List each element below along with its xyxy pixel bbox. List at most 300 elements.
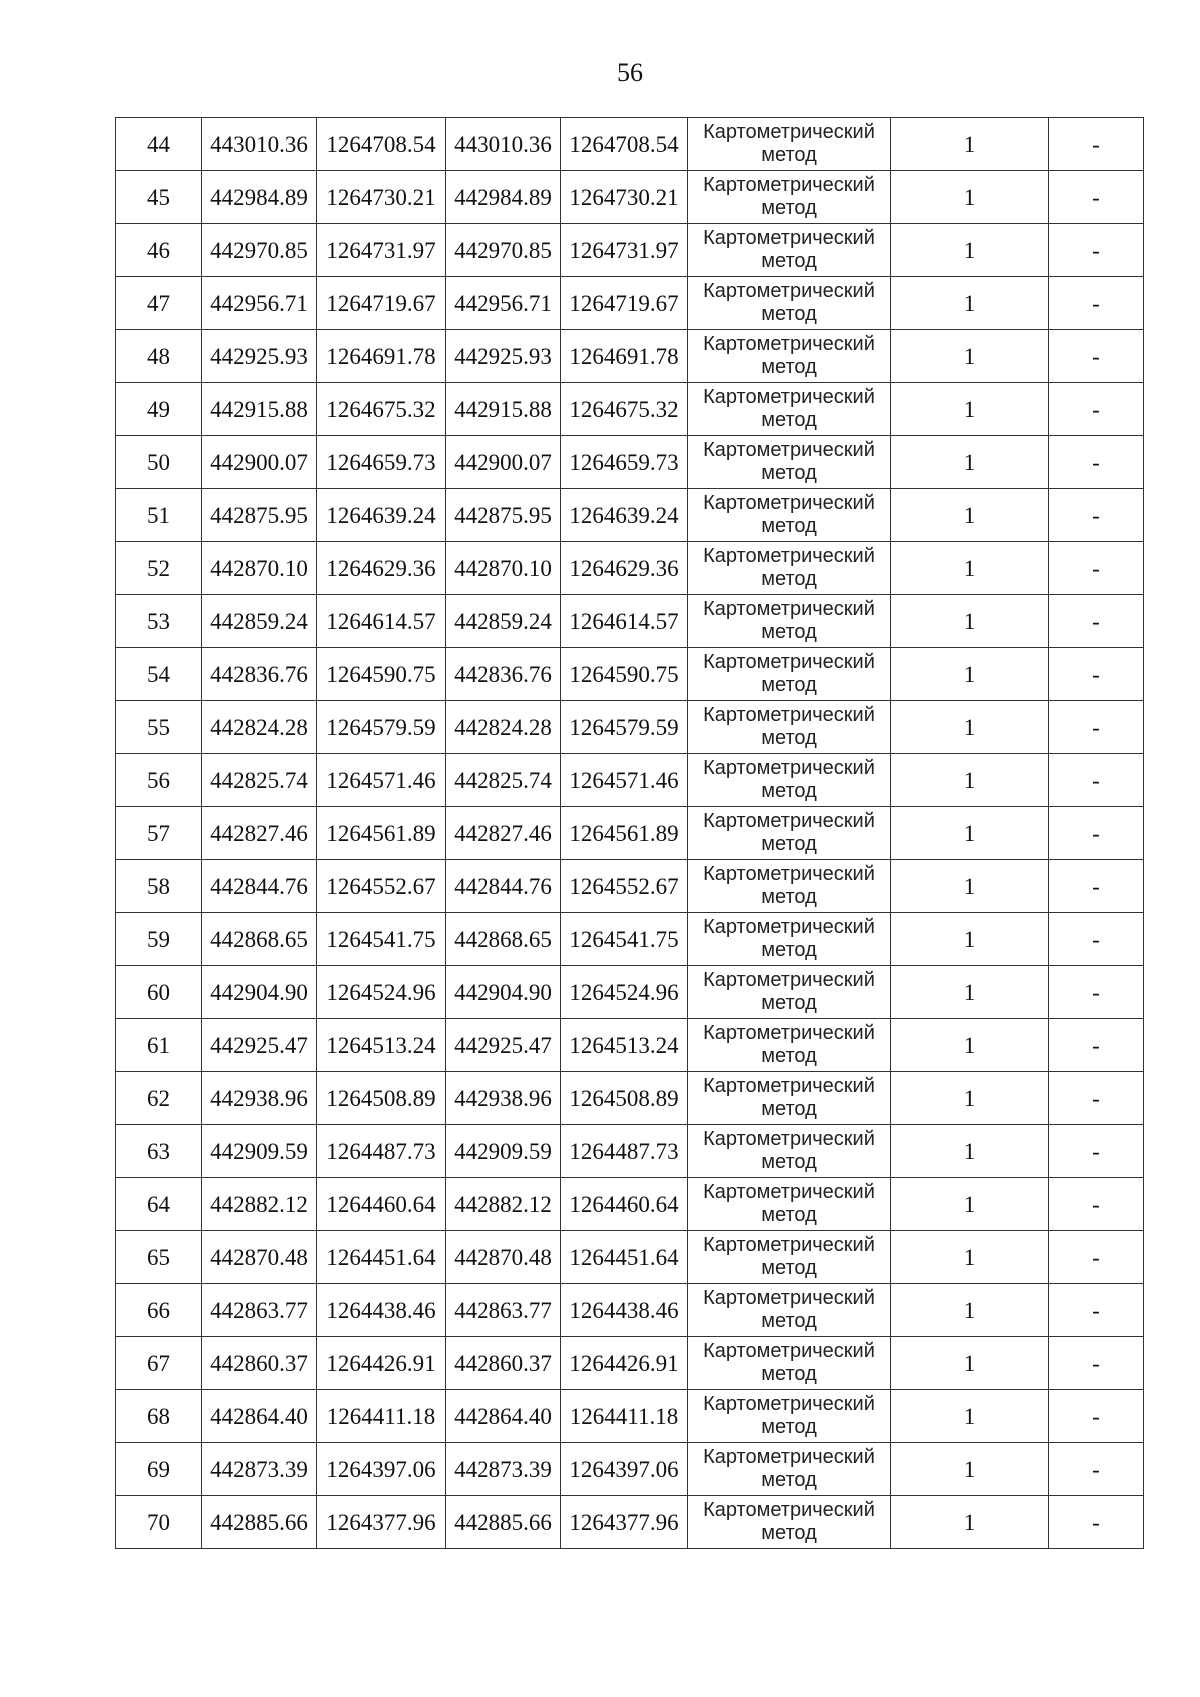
refined-y-cell: 1264571.46 <box>561 754 688 807</box>
accuracy-cell: 1 <box>891 1178 1049 1231</box>
refined-x-cell: 442825.74 <box>446 754 561 807</box>
method-cell <box>688 383 891 436</box>
method-line1: Картометрический <box>703 227 875 249</box>
existing-y-cell: 1264639.24 <box>317 489 446 542</box>
method-line2: метод <box>761 1416 817 1438</box>
method-line1: Картометрический <box>703 598 875 620</box>
accuracy-cell: 1 <box>891 436 1049 489</box>
existing-y-cell: 1264579.59 <box>317 701 446 754</box>
accuracy-cell: 1 <box>891 595 1049 648</box>
table-row <box>116 1496 1144 1549</box>
refined-y-cell: 1264426.91 <box>561 1337 688 1390</box>
existing-y-cell: 1264487.73 <box>317 1125 446 1178</box>
existing-y-cell: 1264659.73 <box>317 436 446 489</box>
existing-x-cell: 442904.90 <box>202 966 317 1019</box>
table-row <box>116 1178 1144 1231</box>
point-number-cell: 44 <box>116 118 202 171</box>
refined-x-cell: 442844.76 <box>446 860 561 913</box>
existing-y-cell: 1264411.18 <box>317 1390 446 1443</box>
note-cell: - <box>1049 118 1144 171</box>
method-line1: Картометрический <box>703 651 875 673</box>
method-line2: метод <box>761 992 817 1014</box>
refined-y-cell: 1264639.24 <box>561 489 688 542</box>
accuracy-cell: 1 <box>891 1443 1049 1496</box>
method-line2: метод <box>761 409 817 431</box>
method-cell <box>688 1125 891 1178</box>
existing-y-cell: 1264508.89 <box>317 1072 446 1125</box>
refined-y-cell: 1264629.36 <box>561 542 688 595</box>
refined-x-cell: 442956.71 <box>446 277 561 330</box>
existing-x-cell: 442870.10 <box>202 542 317 595</box>
note-cell: - <box>1049 860 1144 913</box>
point-number-cell: 52 <box>116 542 202 595</box>
method-cell <box>688 648 891 701</box>
refined-y-cell: 1264552.67 <box>561 860 688 913</box>
method-line1: Картометрический <box>703 280 875 302</box>
method-cell <box>688 1231 891 1284</box>
accuracy-cell: 1 <box>891 1125 1049 1178</box>
method-line1: Картометрический <box>703 916 875 938</box>
table-row <box>116 330 1144 383</box>
point-number-cell: 54 <box>116 648 202 701</box>
refined-x-cell: 442873.39 <box>446 1443 561 1496</box>
existing-x-cell: 442882.12 <box>202 1178 317 1231</box>
method-cell <box>688 1284 891 1337</box>
method-line2: метод <box>761 1310 817 1332</box>
method-line1: Картометрический <box>703 1181 875 1203</box>
table-row <box>116 1231 1144 1284</box>
accuracy-cell: 1 <box>891 171 1049 224</box>
method-line2: метод <box>761 356 817 378</box>
existing-y-cell: 1264397.06 <box>317 1443 446 1496</box>
refined-y-cell: 1264719.67 <box>561 277 688 330</box>
point-number-cell: 47 <box>116 277 202 330</box>
method-line1: Картометрический <box>703 492 875 514</box>
existing-x-cell: 442915.88 <box>202 383 317 436</box>
method-line2: метод <box>761 780 817 802</box>
method-line2: метод <box>761 1098 817 1120</box>
accuracy-cell: 1 <box>891 913 1049 966</box>
existing-y-cell: 1264614.57 <box>317 595 446 648</box>
table-row <box>116 1443 1144 1496</box>
existing-x-cell: 442875.95 <box>202 489 317 542</box>
note-cell: - <box>1049 171 1144 224</box>
existing-x-cell: 442900.07 <box>202 436 317 489</box>
refined-y-cell: 1264590.75 <box>561 648 688 701</box>
table-row <box>116 171 1144 224</box>
accuracy-cell: 1 <box>891 860 1049 913</box>
note-cell: - <box>1049 807 1144 860</box>
method-line2: метод <box>761 1257 817 1279</box>
coordinates-table <box>115 117 1144 1549</box>
refined-y-cell: 1264508.89 <box>561 1072 688 1125</box>
method-cell <box>688 436 891 489</box>
accuracy-cell: 1 <box>891 1496 1049 1549</box>
accuracy-cell: 1 <box>891 1231 1049 1284</box>
method-line1: Картометрический <box>703 1234 875 1256</box>
existing-x-cell: 443010.36 <box>202 118 317 171</box>
refined-y-cell: 1264524.96 <box>561 966 688 1019</box>
existing-x-cell: 442825.74 <box>202 754 317 807</box>
note-cell: - <box>1049 1125 1144 1178</box>
refined-x-cell: 442870.10 <box>446 542 561 595</box>
note-cell: - <box>1049 1390 1144 1443</box>
table-row <box>116 1019 1144 1072</box>
method-line2: метод <box>761 727 817 749</box>
existing-y-cell: 1264541.75 <box>317 913 446 966</box>
refined-y-cell: 1264691.78 <box>561 330 688 383</box>
point-number-cell: 66 <box>116 1284 202 1337</box>
existing-x-cell: 442824.28 <box>202 701 317 754</box>
existing-y-cell: 1264730.21 <box>317 171 446 224</box>
accuracy-cell: 1 <box>891 118 1049 171</box>
table-row <box>116 754 1144 807</box>
existing-x-cell: 442827.46 <box>202 807 317 860</box>
method-cell <box>688 489 891 542</box>
note-cell: - <box>1049 383 1144 436</box>
table-row <box>116 1337 1144 1390</box>
accuracy-cell: 1 <box>891 383 1049 436</box>
method-cell <box>688 224 891 277</box>
existing-x-cell: 442864.40 <box>202 1390 317 1443</box>
point-number-cell: 48 <box>116 330 202 383</box>
method-cell <box>688 595 891 648</box>
method-line1: Картометрический <box>703 1393 875 1415</box>
table-row <box>116 383 1144 436</box>
refined-y-cell: 1264579.59 <box>561 701 688 754</box>
existing-y-cell: 1264561.89 <box>317 807 446 860</box>
method-line1: Картометрический <box>703 121 875 143</box>
refined-x-cell: 442909.59 <box>446 1125 561 1178</box>
point-number-cell: 53 <box>116 595 202 648</box>
method-line2: метод <box>761 833 817 855</box>
existing-y-cell: 1264524.96 <box>317 966 446 1019</box>
refined-x-cell: 442827.46 <box>446 807 561 860</box>
existing-y-cell: 1264731.97 <box>317 224 446 277</box>
method-line2: метод <box>761 303 817 325</box>
method-line2: метод <box>761 144 817 166</box>
existing-x-cell: 442956.71 <box>202 277 317 330</box>
refined-y-cell: 1264460.64 <box>561 1178 688 1231</box>
point-number-cell: 67 <box>116 1337 202 1390</box>
point-number-cell: 69 <box>116 1443 202 1496</box>
accuracy-cell: 1 <box>891 1019 1049 1072</box>
note-cell: - <box>1049 1443 1144 1496</box>
refined-x-cell: 442836.76 <box>446 648 561 701</box>
table-row <box>116 595 1144 648</box>
method-line1: Картометрический <box>703 1340 875 1362</box>
table-row <box>116 118 1144 171</box>
point-number-cell: 50 <box>116 436 202 489</box>
method-cell <box>688 277 891 330</box>
method-line2: метод <box>761 1204 817 1226</box>
method-line1: Картометрический <box>703 1446 875 1468</box>
note-cell: - <box>1049 1496 1144 1549</box>
table-row <box>116 1284 1144 1337</box>
method-line1: Картометрический <box>703 863 875 885</box>
method-cell <box>688 330 891 383</box>
existing-x-cell: 442860.37 <box>202 1337 317 1390</box>
point-number-cell: 56 <box>116 754 202 807</box>
table-row <box>116 860 1144 913</box>
method-line2: метод <box>761 1151 817 1173</box>
method-cell <box>688 1072 891 1125</box>
note-cell: - <box>1049 754 1144 807</box>
table-row <box>116 542 1144 595</box>
method-cell <box>688 754 891 807</box>
note-cell: - <box>1049 648 1144 701</box>
refined-x-cell: 442915.88 <box>446 383 561 436</box>
accuracy-cell: 1 <box>891 489 1049 542</box>
existing-y-cell: 1264426.91 <box>317 1337 446 1390</box>
refined-y-cell: 1264451.64 <box>561 1231 688 1284</box>
note-cell: - <box>1049 1284 1144 1337</box>
table-row <box>116 1072 1144 1125</box>
note-cell: - <box>1049 277 1144 330</box>
method-line2: метод <box>761 197 817 219</box>
refined-x-cell: 443010.36 <box>446 118 561 171</box>
refined-y-cell: 1264397.06 <box>561 1443 688 1496</box>
point-number-cell: 68 <box>116 1390 202 1443</box>
refined-y-cell: 1264513.24 <box>561 1019 688 1072</box>
method-line2: метод <box>761 568 817 590</box>
accuracy-cell: 1 <box>891 807 1049 860</box>
existing-x-cell: 442868.65 <box>202 913 317 966</box>
refined-x-cell: 442984.89 <box>446 171 561 224</box>
table-row <box>116 1390 1144 1443</box>
existing-y-cell: 1264571.46 <box>317 754 446 807</box>
method-line2: метод <box>761 1469 817 1491</box>
existing-x-cell: 442844.76 <box>202 860 317 913</box>
existing-y-cell: 1264708.54 <box>317 118 446 171</box>
existing-y-cell: 1264590.75 <box>317 648 446 701</box>
existing-x-cell: 442836.76 <box>202 648 317 701</box>
existing-x-cell: 442863.77 <box>202 1284 317 1337</box>
point-number-cell: 60 <box>116 966 202 1019</box>
point-number-cell: 55 <box>116 701 202 754</box>
accuracy-cell: 1 <box>891 330 1049 383</box>
refined-x-cell: 442882.12 <box>446 1178 561 1231</box>
existing-y-cell: 1264513.24 <box>317 1019 446 1072</box>
accuracy-cell: 1 <box>891 701 1049 754</box>
existing-y-cell: 1264719.67 <box>317 277 446 330</box>
method-line2: метод <box>761 1363 817 1385</box>
refined-y-cell: 1264731.97 <box>561 224 688 277</box>
method-line2: метод <box>761 1522 817 1544</box>
accuracy-cell: 1 <box>891 648 1049 701</box>
existing-x-cell: 442984.89 <box>202 171 317 224</box>
point-number-cell: 61 <box>116 1019 202 1072</box>
refined-x-cell: 442938.96 <box>446 1072 561 1125</box>
method-line2: метод <box>761 462 817 484</box>
method-line1: Картометрический <box>703 810 875 832</box>
refined-x-cell: 442870.48 <box>446 1231 561 1284</box>
table-row <box>116 807 1144 860</box>
refined-x-cell: 442875.95 <box>446 489 561 542</box>
method-cell <box>688 542 891 595</box>
refined-x-cell: 442885.66 <box>446 1496 561 1549</box>
point-number-cell: 65 <box>116 1231 202 1284</box>
point-number-cell: 45 <box>116 171 202 224</box>
method-line1: Картометрический <box>703 174 875 196</box>
note-cell: - <box>1049 595 1144 648</box>
existing-y-cell: 1264691.78 <box>317 330 446 383</box>
refined-x-cell: 442904.90 <box>446 966 561 1019</box>
accuracy-cell: 1 <box>891 1390 1049 1443</box>
method-line1: Картометрический <box>703 545 875 567</box>
method-cell <box>688 966 891 1019</box>
table-row <box>116 277 1144 330</box>
note-cell: - <box>1049 436 1144 489</box>
method-line1: Картометрический <box>703 439 875 461</box>
existing-y-cell: 1264377.96 <box>317 1496 446 1549</box>
refined-x-cell: 442970.85 <box>446 224 561 277</box>
table-row <box>116 1125 1144 1178</box>
table-row <box>116 648 1144 701</box>
method-line1: Картометрический <box>703 333 875 355</box>
note-cell: - <box>1049 330 1144 383</box>
existing-y-cell: 1264675.32 <box>317 383 446 436</box>
method-line2: метод <box>761 939 817 961</box>
accuracy-cell: 1 <box>891 224 1049 277</box>
note-cell: - <box>1049 1072 1144 1125</box>
existing-x-cell: 442870.48 <box>202 1231 317 1284</box>
existing-x-cell: 442925.47 <box>202 1019 317 1072</box>
refined-y-cell: 1264675.32 <box>561 383 688 436</box>
existing-y-cell: 1264552.67 <box>317 860 446 913</box>
refined-y-cell: 1264541.75 <box>561 913 688 966</box>
accuracy-cell: 1 <box>891 542 1049 595</box>
method-line1: Картометрический <box>703 969 875 991</box>
point-number-cell: 49 <box>116 383 202 436</box>
existing-y-cell: 1264629.36 <box>317 542 446 595</box>
method-cell <box>688 913 891 966</box>
table-row <box>116 701 1144 754</box>
method-cell <box>688 701 891 754</box>
accuracy-cell: 1 <box>891 1337 1049 1390</box>
method-cell <box>688 1178 891 1231</box>
point-number-cell: 70 <box>116 1496 202 1549</box>
point-number-cell: 62 <box>116 1072 202 1125</box>
refined-x-cell: 442824.28 <box>446 701 561 754</box>
refined-x-cell: 442864.40 <box>446 1390 561 1443</box>
method-cell <box>688 1443 891 1496</box>
accuracy-cell: 1 <box>891 1072 1049 1125</box>
existing-y-cell: 1264460.64 <box>317 1178 446 1231</box>
method-cell <box>688 1390 891 1443</box>
note-cell: - <box>1049 1178 1144 1231</box>
point-number-cell: 57 <box>116 807 202 860</box>
note-cell: - <box>1049 224 1144 277</box>
existing-x-cell: 442885.66 <box>202 1496 317 1549</box>
method-line1: Картометрический <box>703 1128 875 1150</box>
refined-x-cell: 442860.37 <box>446 1337 561 1390</box>
method-cell <box>688 1337 891 1390</box>
accuracy-cell: 1 <box>891 277 1049 330</box>
method-cell <box>688 1019 891 1072</box>
point-number-cell: 64 <box>116 1178 202 1231</box>
accuracy-cell: 1 <box>891 966 1049 1019</box>
existing-x-cell: 442909.59 <box>202 1125 317 1178</box>
point-number-cell: 46 <box>116 224 202 277</box>
method-line2: метод <box>761 515 817 537</box>
note-cell: - <box>1049 966 1144 1019</box>
refined-x-cell: 442900.07 <box>446 436 561 489</box>
table-body <box>116 118 1144 1549</box>
accuracy-cell: 1 <box>891 1284 1049 1337</box>
method-line2: метод <box>761 886 817 908</box>
refined-y-cell: 1264659.73 <box>561 436 688 489</box>
method-line1: Картометрический <box>703 1075 875 1097</box>
existing-x-cell: 442938.96 <box>202 1072 317 1125</box>
note-cell: - <box>1049 701 1144 754</box>
table-row <box>116 224 1144 277</box>
method-line1: Картометрический <box>703 1287 875 1309</box>
existing-y-cell: 1264451.64 <box>317 1231 446 1284</box>
method-line2: метод <box>761 621 817 643</box>
note-cell: - <box>1049 913 1144 966</box>
note-cell: - <box>1049 489 1144 542</box>
point-number-cell: 63 <box>116 1125 202 1178</box>
method-cell <box>688 118 891 171</box>
method-line2: метод <box>761 674 817 696</box>
refined-y-cell: 1264614.57 <box>561 595 688 648</box>
table-row <box>116 966 1144 1019</box>
existing-y-cell: 1264438.46 <box>317 1284 446 1337</box>
table-row <box>116 489 1144 542</box>
refined-y-cell: 1264377.96 <box>561 1496 688 1549</box>
refined-y-cell: 1264730.21 <box>561 171 688 224</box>
refined-y-cell: 1264438.46 <box>561 1284 688 1337</box>
method-cell <box>688 807 891 860</box>
note-cell: - <box>1049 1337 1144 1390</box>
note-cell: - <box>1049 542 1144 595</box>
table-row <box>116 913 1144 966</box>
method-line2: метод <box>761 1045 817 1067</box>
method-cell <box>688 1496 891 1549</box>
point-number-cell: 51 <box>116 489 202 542</box>
refined-y-cell: 1264561.89 <box>561 807 688 860</box>
method-line2: метод <box>761 250 817 272</box>
note-cell: - <box>1049 1231 1144 1284</box>
existing-x-cell: 442859.24 <box>202 595 317 648</box>
refined-x-cell: 442925.47 <box>446 1019 561 1072</box>
point-number-cell: 58 <box>116 860 202 913</box>
refined-x-cell: 442925.93 <box>446 330 561 383</box>
existing-x-cell: 442873.39 <box>202 1443 317 1496</box>
table-row <box>116 436 1144 489</box>
method-cell <box>688 171 891 224</box>
refined-y-cell: 1264411.18 <box>561 1390 688 1443</box>
refined-y-cell: 1264487.73 <box>561 1125 688 1178</box>
refined-y-cell: 1264708.54 <box>561 118 688 171</box>
method-line1: Картометрический <box>703 757 875 779</box>
refined-x-cell: 442868.65 <box>446 913 561 966</box>
refined-x-cell: 442863.77 <box>446 1284 561 1337</box>
method-cell <box>688 860 891 913</box>
accuracy-cell: 1 <box>891 754 1049 807</box>
refined-x-cell: 442859.24 <box>446 595 561 648</box>
method-line1: Картометрический <box>703 1022 875 1044</box>
page-number: 56 <box>617 58 643 87</box>
note-cell: - <box>1049 1019 1144 1072</box>
method-line1: Картометрический <box>703 704 875 726</box>
method-line1: Картометрический <box>703 1499 875 1521</box>
method-line1: Картометрический <box>703 386 875 408</box>
existing-x-cell: 442925.93 <box>202 330 317 383</box>
existing-x-cell: 442970.85 <box>202 224 317 277</box>
point-number-cell: 59 <box>116 913 202 966</box>
